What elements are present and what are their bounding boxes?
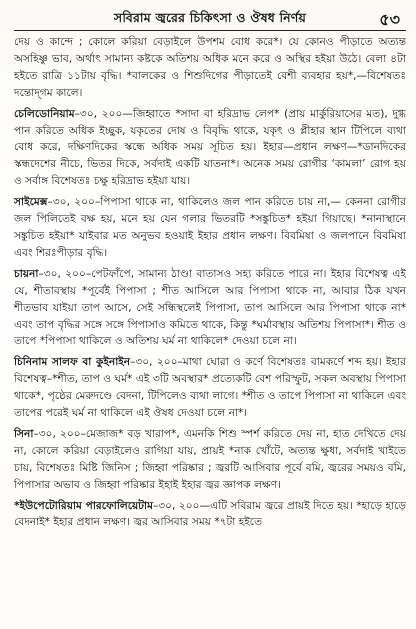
remedy-name: চায়না xyxy=(14,267,39,280)
paragraph-cimex xyxy=(14,194,406,262)
paragraph-quinine xyxy=(14,354,406,422)
body-text xyxy=(14,34,406,531)
paragraph-text: –৩০, ২০০–মাথা ঘোরা ও কর্ণে বিশেষতঃ বামকর্ণে শব্দ হয়। ইহার বিশেষত্ব–*শীত, তাপ ও ঘর্ম* এই ৩টি অবস্থার* প্রত্যেকটি বেশ পরিস্ফুট, সকল অবস্থায় পিপাসা থাকে*, পৃষ্ঠের মেরুদণ্ডে বেদনা, টিপিলেও ব্যথা লাগে। *শীত ও তাপে পিপাসা না থাকিলে এবং তাপের পরেই ঘর্ম না থাকিলে এই ঔষধ দেওয়া চলে না*। xyxy=(14,356,406,420)
paragraph-eupatorium xyxy=(14,498,406,532)
running-title: সবিরাম জ্বরের চিকিৎসা ও ঔষধ নির্ণয় xyxy=(113,10,307,25)
paragraph-text: –৩০, ২০০–পেটফাঁপে, সামান্য ঠাণ্ডা বাতাসও সহ্য করিতে পারে না। ইহার বিশেষত্ব এই যে, শীতাবস্থায় *পূর্বেই পিপাসা ; শীত আসিলে আর পিপাসা থাকে না, আবার ঠিক যখন শীতভাব যাইয়া তাপ আসে, সেই সন্ধিস্থলেই পিপাসা, তাপ আসিলে আর পিপাসা থাকে না* এবং তাপ বৃদ্ধির সঙ্গে সঙ্গে পিপাসাও কমিতে থাকে, কিন্তু *ঘর্মাবস্থায় অতিশয় পিপাসা*। শীত ও তাপে *পিপাসা থাকিলে ও অতিশয় ঘর্ম না থাকিলে* দেওয়া চলে না। xyxy=(14,267,406,348)
paragraph-text: –৩০, ২০০—এটি সবিরাম জ্বরে প্রায়ই দিতে হয়। *হাড়ে হাড়ে বেদনাই* ইহার প্রধান লক্ষণ। জ্বর আসিবার সময় *৭টা হইতে xyxy=(14,499,407,529)
remedy-name: চেলিডোনিয়াম xyxy=(14,107,75,120)
paragraph-china xyxy=(14,266,406,351)
remedy-name: চিনিনাম সালফ বা কুইনাইন xyxy=(14,356,131,369)
page-number: ৫৩ xyxy=(379,10,400,29)
paragraph-intro xyxy=(14,34,406,102)
remedy-name: সাইমেক্স xyxy=(14,196,48,209)
page-header xyxy=(14,6,406,31)
paragraph-text: দেয় ও কান্দে ; কোলে করিয়া বেড়াইলে উপশম বোধ করে*। যে কোনও পীড়াতে অত্যন্ত অসহিষ্ণু ভাব, অর্থাৎ সামান্য কষ্টকে অতিশয় অধিক মনে করে ও অস্থির হইয়া উঠে। বেলা ৪টা হইতে রাত্রি ১১টায় বৃদ্ধি। *বালকের ও শিশুদিগের পীড়াতেই বেশী ব্যবহার হয়*,—বিশেষতঃ দন্তোদ্‌গম কালে। xyxy=(14,36,406,99)
paragraph-chelidonium xyxy=(14,106,406,191)
paragraph-text: –৩০, ২০০–মেজাজ* বড় খারাপ*, এমনকি শিশু স্পর্শ করিতে দেয় না, হাত দেখিতে দেয় না, কোলে করিয়া বেড়াইলেও রাগিয়া যায়, প্রায়ই *নাক খোঁটে, অত্যন্ত ক্ষুধা, সর্বদাই খাইতে চায়, বিশেষতঃ মিষ্টি জিনিস ; জিহ্বা পরিষ্কার ; জ্বরটি আসিবার পূর্বে বমি, জ্বরের সময়ও বমি, পিপাসার অভাব ও জিহ্বা পরিষ্কার ইহাই ইহার জ্বর জ্ঞাপক লক্ষণ। xyxy=(14,427,406,491)
paragraph-text: –৩০, ২০০—জিহ্বাতে *সাদা বা হরিদ্রাভ লেপ* (প্রায় মার্কুরিয়াসের মত), দুগ্ধ পান করিতে অধিক ইচ্ছুক, যকৃতের দোষ ও বিবৃদ্ধি থাকে, যকৃৎ ও প্লীহার স্থান টিপিলে ব্যথা বোধ করে, দক্ষিণদিকের স্কন্ধে অধিক সময় সূচিত হয়। ইহার—প্রধান লক্ষণ—*ডানদিকের স্কন্ধদেশের নীচে, ভিতর দিকে, সর্বদাই একটি যাতনা*। অনেক সময় রোগীর ‘কামলা’ রোগ হয় ও সর্বাঙ্গ বিশেষতঃ চক্ষু হরিদ্রাভ হইয়া যায়। xyxy=(14,107,406,188)
paragraph-cina xyxy=(14,426,406,494)
paragraph-text: –৩০, ২০০–পিপাসা থাকে না, থাকিলেও জল পান করিতে চায় না,— কেননা রোগীর জল পিলিতেই বক্ষ হয়, মনে হয় যেন গলার ভিতরটি *সঙ্কুচিত* হইয়া গিয়াছে। *নানাস্থানে সঙ্কুচিত হইয়া* যাইবার মত অনুভব হওয়াই ইহার প্রধান লক্ষণ। বিবমিষা ও জলপানে বিবমিষা এবং শিরঃপীড়ার বৃদ্ধি। xyxy=(14,196,406,259)
remedy-name: *ইউপেটোরিয়াম পারফোলিয়েটাম xyxy=(14,499,153,512)
remedy-name: সিনা xyxy=(14,427,34,440)
